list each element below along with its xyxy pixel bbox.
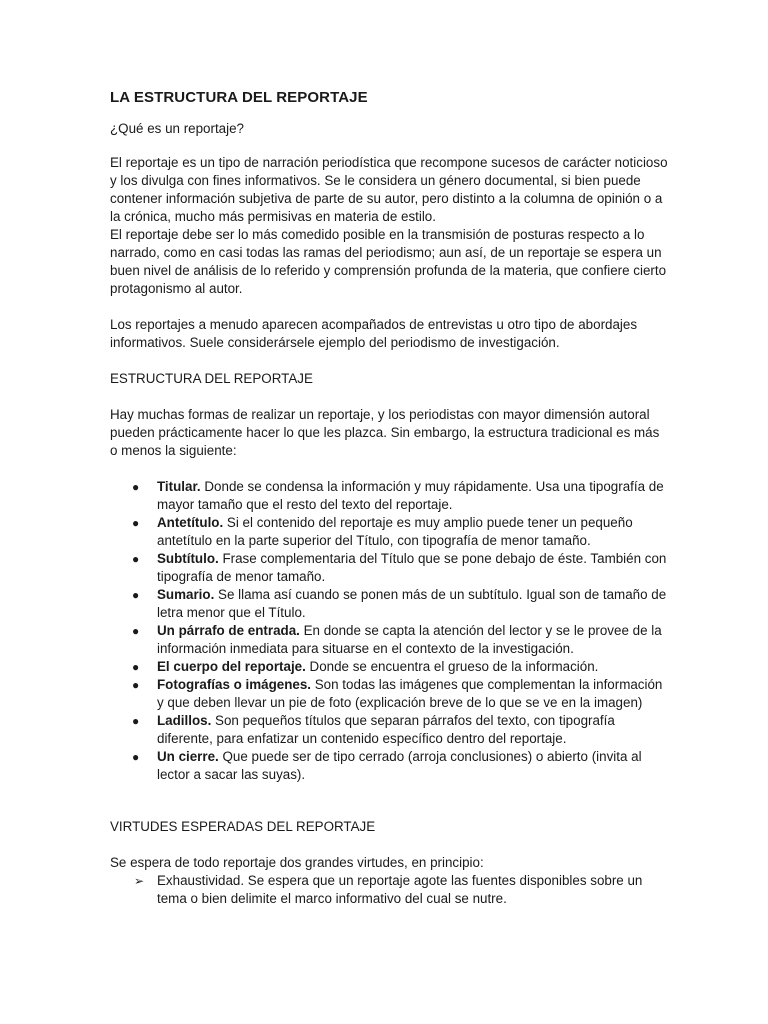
list-item-text: Donde se condensa la información y muy rápidamente. Usa una tipografía de mayor tamaño que el resto del texto del reportaje. [157, 479, 664, 512]
bullet-icon: ● [132, 588, 140, 602]
bullet-icon: ● [132, 678, 140, 692]
list-item-text: Son todas las imágenes que complementan la información y que deben llevar un pie de foto (explicación breve de lo que se ve en la imagen) [157, 677, 663, 710]
list-item [110, 622, 668, 658]
list-item-term: Un cierre. [157, 749, 219, 764]
list-item [110, 658, 668, 676]
paragraph-analysis: El reportaje debe ser lo más comedido posible en la transmisión de posturas respecto a lo narrado, como en casi todas las ramas del periodismo; aun así, de un reportaje se espera un buen nivel de análisis de lo referido y comprensión profunda de la materia, que confiere cierto protagonismo al autor. [110, 227, 667, 296]
list-item-text: Si el contenido del reportaje es muy amplio puede tener un pequeño antetítulo en la parte superior del Título, con tipografía de menor tamaño. [157, 515, 633, 548]
list-item-text: Donde se encuentra el grueso de la información. [305, 659, 599, 674]
bullet-icon: ● [132, 516, 140, 530]
list-item-term: Subtítulo. [157, 551, 219, 566]
list-item-text: Se llama así cuando se ponen más de un subtítulo. Igual son de tamaño de letra menor que el Título. [157, 587, 667, 620]
paragraph-structure-intro: Hay muchas formas de realizar un reportaje, y los periodistas con mayor dimensión autoral pueden prácticamente hacer lo que les plazca. Sin embargo, la estructura tradicional es más o menos la siguiente: [110, 407, 660, 458]
list-item [110, 748, 668, 784]
list-item [110, 872, 668, 908]
list-item [110, 478, 668, 514]
bullet-icon: ● [132, 660, 140, 674]
list-item [110, 676, 668, 712]
list-item [110, 712, 668, 748]
bullet-icon: ● [132, 552, 140, 566]
list-item [110, 550, 668, 586]
list-item-text: Son pequeños títulos que separan párrafos del texto, con tipografía diferente, para enfatizar un contenido específico dentro del reportaje. [157, 713, 615, 746]
virtues-list [110, 872, 668, 908]
section-heading-virtues: VIRTUDES ESPERADAS DEL REPORTAJE [110, 819, 376, 834]
paragraph-virtues-intro: Se espera de todo reportaje dos grandes virtudes, en principio: [110, 855, 484, 870]
list-item-text: En donde se capta la atención del lector y se le provee de la información inmediata para situarse en el contexto de la investigación. [157, 623, 662, 656]
list-item-term: Un párrafo de entrada. [157, 623, 300, 638]
paragraph-interviews: Los reportajes a menudo aparecen acompañados de entrevistas u otro tipo de abordajes informativos. Suele considerársele ejemplo del periodismo de investigación. [110, 317, 638, 350]
list-item [110, 586, 668, 622]
section-heading-structure: ESTRUCTURA DEL REPORTAJE [110, 371, 313, 386]
list-item-text: Exhaustividad. Se espera que un reportaje agote las fuentes disponibles sobre un tema o bien delimite el marco informativo del cual se nutre. [157, 873, 643, 906]
bullet-icon: ● [132, 750, 140, 764]
question-heading: ¿Qué es un reportaje? [110, 121, 244, 136]
list-item-term: Antetítulo. [157, 515, 224, 530]
list-item [110, 514, 668, 550]
list-item-text: Que puede ser de tipo cerrado (arroja conclusiones) o abierto (invita al lector a sacar las suyas). [157, 749, 642, 782]
structure-list [110, 478, 668, 784]
bullet-icon: ● [132, 480, 140, 494]
bullet-icon: ● [132, 714, 140, 728]
paragraph-definition: El reportaje es un tipo de narración periodística que recompone sucesos de carácter noticioso y los divulga con fines informativos. Se le considera un género documental, si bien puede contener información subjetiva de parte de su autor, pero distinto a la columna de opinión o a la crónica, mucho más permisivas en materia de estilo. [110, 155, 668, 224]
list-item-term: El cuerpo del reportaje. [157, 659, 306, 674]
list-item-term: Titular. [157, 479, 201, 494]
arrow-bullet-icon: ➢ [134, 874, 145, 888]
list-item-term: Ladillos. [157, 713, 212, 728]
list-item-term: Sumario. [157, 587, 215, 602]
bullet-icon: ● [132, 624, 140, 638]
document-title: LA ESTRUCTURA DEL REPORTAJE [110, 89, 368, 106]
list-item-term: Fotografías o imágenes. [157, 677, 312, 692]
list-item-text: Frase complementaria del Título que se pone debajo de éste. También con tipografía de menor tamaño. [157, 551, 667, 584]
